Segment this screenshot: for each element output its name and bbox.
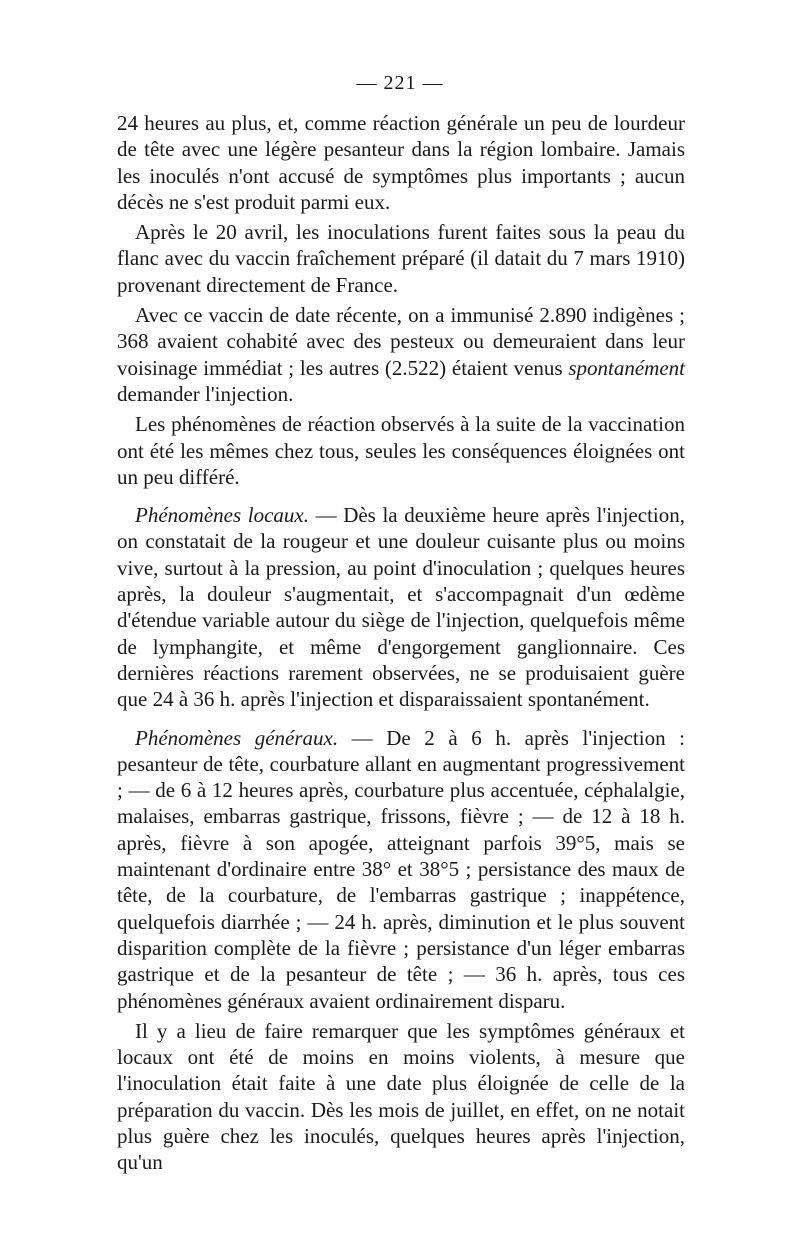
paragraph-1: 24 heures au plus, et, comme réaction générale un peu de lourdeur de tête avec une légère pesanteur dans la région lombaire. Jamais les inoculés n'ont accusé de symptômes plus importants ; aucun décès ne s'est produit parmi eux. (117, 111, 685, 214)
page-number: — 221 — (356, 72, 444, 94)
paragraph-local-phenomena (117, 502, 685, 712)
paragraph-general-text: — De 2 à 6 h. après l'injection : pesanteur de tête, courbature allant en augmentant progressivement ; — de 6 à 12 heures après, courbature plus accentuée, céphalalgie, malaises, embarras gastrique, frissons, fièvre ; — de 12 à 18 h. après, fièvre à son apogée, atteignant parfois 39°5, mais se maintenant d'ordinaire entre 38° et 38°5 ; persistance des maux de tête, de la courbature, de l'embarras gastrique ; inappétence, quelquefois diarrhée ; — 24 h. après, diminution et le plus souvent disparition complète de la fièvre ; persistance d'un léger embarras gastrique et de la pesanteur de tête ; — 36 h. après, tous ces phénomènes généraux avaient ordinairement disparu. (117, 725, 686, 1013)
paragraph-3-text: Avec ce vaccin de date récente, on a immunisé 2.890 indigènes ; 368 avaient cohabité avec des pesteux ou demeuraient dans leur voisinage immédiat ; les autres (2.522) étaient venus (117, 303, 685, 380)
paragraph-3 (117, 302, 685, 407)
paragraph-general-phenomena (117, 725, 685, 1014)
paragraph-2: Après le 20 avril, les inoculations furent faites sous la peau du flanc avec du vaccin fraîchement préparé (il datait du 7 mars 1910) provenant directement de France. (117, 220, 685, 297)
paragraph-local-text: — Dès la deuxième heure après l'injection, on constatait de la rougeur et une douleur cuisante plus ou moins vive, surtout à la pression, au point d'inoculation ; quelques heures après, la douleur s'augmentait, et s'accompagnait d'un œdème d'étendue variable autour du siège de l'injection, quelquefois même de lymphangite, et même d'engorgement ganglionnaire. Ces dernières réactions rarement observées, ne se produisaient guère que 24 à 36 h. après l'injection et disparaissaient spontanément. (117, 503, 685, 712)
emphasis-spontanement: spontanément (568, 355, 685, 380)
section-heading-local: Phénomènes locaux. (135, 503, 309, 528)
page-body (117, 110, 685, 1176)
paragraph-4: Les phénomènes de réaction observés à la suite de la vaccination ont été les mêmes chez tous, seules les conséquences éloignées ont un peu différé. (117, 412, 685, 489)
paragraph-3-tail: demander l'injection. (117, 381, 294, 406)
paragraph-7: Il y a lieu de faire remarquer que les symptômes généraux et locaux ont été de moins en moins violents, à mesure que l'inoculation était faite à une date plus éloignée de celle de la préparation du vaccin. Dès les mois de juillet, en effet, on ne notait plus guère chez les inoculés, quelques heures après l'injection, qu'un (117, 1018, 685, 1175)
section-heading-general: Phénomènes généraux. (135, 725, 339, 750)
